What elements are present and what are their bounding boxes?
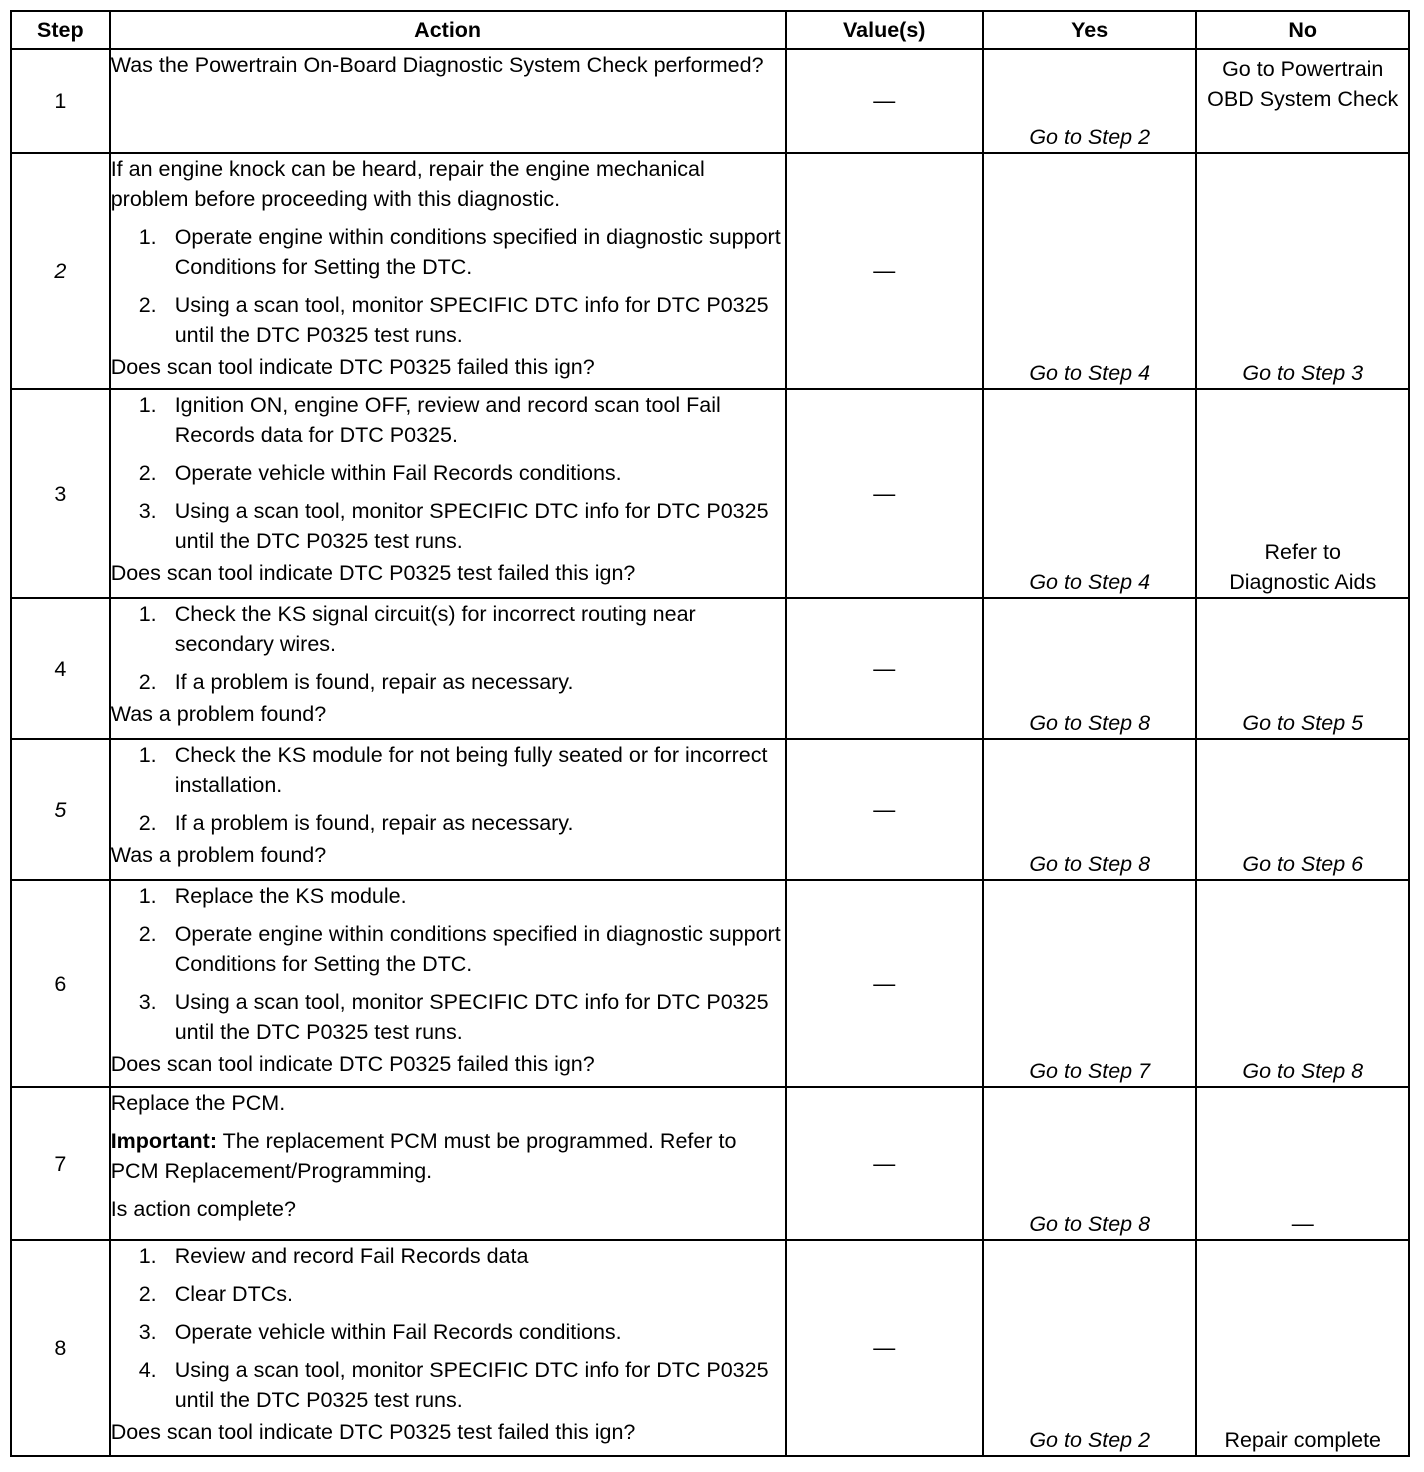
step-number: 5 [11,739,110,880]
yes-link[interactable]: Go to Step 8 [1029,1212,1151,1236]
no-cell [1196,1240,1409,1456]
header-action: Action [110,11,786,49]
action-cell [110,1240,786,1456]
action-intro: Was the Powertrain On-Board Diagnostic System Check performed? [110,53,764,77]
action-cell [110,389,786,598]
list-item: 1. Operate engine within conditions specified in diagnostic support Conditions for Setting the DTC. [138,225,781,279]
list-item: 3. Operate vehicle within Fail Records conditions. [138,1320,622,1344]
step-number: 8 [11,1240,110,1456]
action-cell [110,880,786,1087]
value-cell [786,880,983,1087]
diagnostic-table [10,10,1410,1457]
no-link[interactable]: Refer to Diagnostic Aids [1229,540,1377,594]
value-dash: — [873,655,896,681]
header-yes: Yes [983,11,1197,49]
yes-cell [983,880,1197,1087]
yes-cell [983,1087,1197,1240]
step-number: 7 [11,1087,110,1240]
value-cell [786,49,983,153]
yes-link[interactable]: Go to Step 2 [1029,1428,1151,1452]
action-cell [110,598,786,739]
value-cell [786,1087,983,1240]
no-dash: — [1291,1211,1314,1236]
step-number: 2 [11,153,110,389]
yes-cell [983,598,1197,739]
yes-link[interactable]: Go to Step 4 [1029,570,1151,594]
list-item: 1. Review and record Fail Records data [138,1244,529,1268]
step-row-1 [11,49,1409,153]
no-link[interactable]: Repair complete [1224,1428,1381,1452]
value-dash: — [873,796,896,822]
list-item: 2. Operate vehicle within Fail Records conditions. [138,461,622,485]
action-list [111,222,785,350]
no-link[interactable]: Go to Step 6 [1242,852,1364,876]
list-item: 4. Using a scan tool, monitor SPECIFIC DTC info for DTC P0325 until the DTC P0325 test runs. [138,1358,769,1412]
step-row-5 [11,739,1409,880]
header-row [11,11,1409,49]
step-row-2 [11,153,1409,389]
list-item: 1. Check the KS signal circuit(s) for incorrect routing near secondary wires. [138,602,696,656]
no-cell [1196,880,1409,1087]
important-text: The replacement PCM must be programmed. Refer to PCM Replacement/Programming. [110,1129,737,1183]
action-question: Is action complete? [110,1197,296,1221]
list-item: 1. Check the KS module for not being fully seated or for incorrect installation. [138,743,768,797]
list-item: 2. If a problem is found, repair as necessary. [138,811,574,835]
step-row-6 [11,880,1409,1087]
list-item: 3. Using a scan tool, monitor SPECIFIC DTC info for DTC P0325 until the DTC P0325 test runs. [138,499,769,553]
action-question: Does scan tool indicate DTC P0325 test failed this ign? [110,561,636,585]
no-cell [1196,389,1409,598]
no-link[interactable]: Go to Powertrain OBD System Check [1207,57,1399,111]
list-item: 2. Using a scan tool, monitor SPECIFIC DTC info for DTC P0325 until the DTC P0325 test runs. [138,293,769,347]
no-cell [1196,153,1409,389]
header-values: Value(s) [786,11,983,49]
no-cell [1196,49,1409,153]
step-row-3 [11,389,1409,598]
step-number: 3 [11,389,110,598]
action-question: Was a problem found? [110,843,327,867]
yes-link[interactable]: Go to Step 8 [1029,711,1151,735]
list-item: 1. Ignition ON, engine OFF, review and record scan tool Fail Records data for DTC P0325. [138,393,721,447]
action-question: Does scan tool indicate DTC P0325 failed this ign? [110,355,595,379]
action-list [111,881,785,1047]
action-cell [110,739,786,880]
no-cell [1196,598,1409,739]
action-cell [110,153,786,389]
yes-cell [983,153,1197,389]
yes-link[interactable]: Go to Step 2 [1029,125,1151,149]
step-row-7 [11,1087,1409,1240]
yes-link[interactable]: Go to Step 7 [1029,1059,1151,1083]
value-cell [786,739,983,880]
no-link[interactable]: Go to Step 3 [1242,361,1364,385]
step-row-8 [11,1240,1409,1456]
action-list [111,740,785,838]
value-dash: — [873,258,896,283]
action-list [111,390,785,556]
action-question: Was a problem found? [110,702,327,726]
action-list [111,599,785,697]
list-item: 2. Operate engine within conditions specified in diagnostic support Conditions for Setting the DTC. [138,922,781,976]
value-cell [786,598,983,739]
value-cell [786,1240,983,1456]
no-cell [1196,739,1409,880]
yes-cell [983,739,1197,880]
value-dash: — [873,1335,896,1360]
action-list [111,1241,785,1415]
step-number: 4 [11,598,110,739]
action-question: Does scan tool indicate DTC P0325 test failed this ign? [110,1420,636,1444]
header-no: No [1196,11,1409,49]
step-number: 6 [11,880,110,1087]
step-row-4 [11,598,1409,739]
value-dash: — [873,88,896,113]
list-item: 2. Clear DTCs. [138,1282,293,1306]
action-question: Does scan tool indicate DTC P0325 failed this ign? [110,1052,595,1076]
list-item: 3. Using a scan tool, monitor SPECIFIC DTC info for DTC P0325 until the DTC P0325 test runs. [138,990,769,1044]
action-cell [110,49,786,153]
header-step: Step [11,11,110,49]
value-cell [786,389,983,598]
list-item: 2. If a problem is found, repair as necessary. [138,670,574,694]
list-item: 1. Replace the KS module. [138,884,407,908]
important-label: Important: [110,1129,217,1153]
yes-cell [983,1240,1197,1456]
yes-cell [983,389,1197,598]
value-dash: — [873,970,896,996]
value-dash: — [873,480,896,506]
no-link[interactable]: Go to Step 5 [1242,711,1364,735]
action-intro: Replace the PCM. [110,1091,286,1115]
no-link[interactable]: Go to Step 8 [1242,1059,1364,1083]
step-number: 1 [11,49,110,153]
no-cell [1196,1087,1409,1240]
yes-cell [983,49,1197,153]
yes-link[interactable]: Go to Step 8 [1029,852,1151,876]
value-cell [786,153,983,389]
action-intro: If an engine knock can be heard, repair the engine mechanical problem before proceeding with this diagnostic. [110,157,705,211]
action-cell [110,1087,786,1240]
yes-link[interactable]: Go to Step 4 [1029,361,1151,385]
important-note [111,1126,785,1186]
value-dash: — [873,1150,896,1176]
